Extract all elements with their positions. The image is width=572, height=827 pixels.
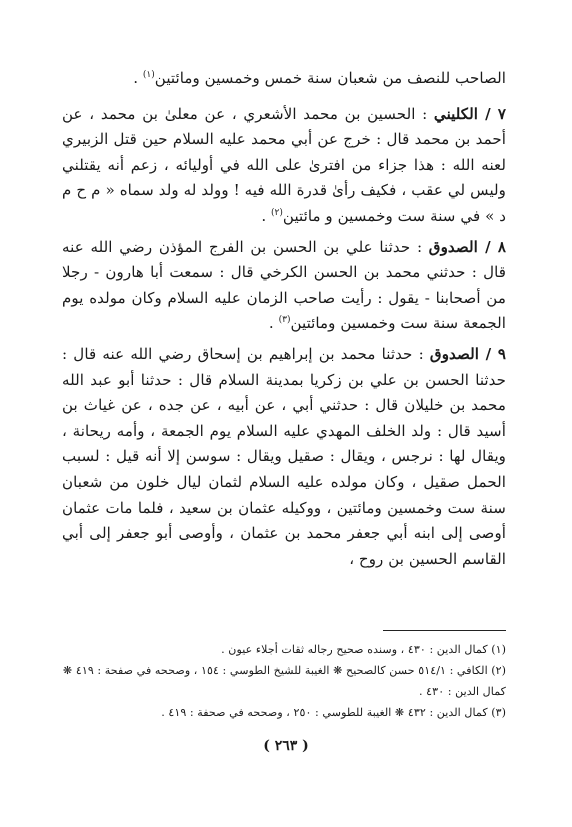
entry-number: ٨ / [477,237,506,256]
paragraph-text: : حدثنا محمد بن إبراهيم بن إسحاق رضي الله عنه قال : حدثنا الحسن بن علي بن زكريا بمدينة السلام قال : حدثنا أبو عبد الله محمد بن خليلان قال : حدثني أبي ، عن أبيه ، عن جده ، عن غياث بن أسيد قال : ولد الخلف المهدي عليه السلام يوم الجمعة ، وأمه ريحانة ، ويقال لها : نرجس ، ويقال : صقيل ويقال : سوسن إلا أنه قيل : لسبب الحمل صقيل ، وكان مولده عليه السلام لثمان ليال خلون من شعبان سنة ست وخمسين ومائتين ، ووكيله عثمان بن سعيد ، فلما مات عثمان أوصى إلى ابنه أبي جعفر محمد بن عثمان ، وأوصى أبو جعفر إلى أبي القاسم الحسين بن روح ، [62,344,506,568]
paragraph-tail: . [261,206,272,225]
footnote-3: (٣) كمال الدين : ٤٣٢ ❋ الغيبة للطوسي : ٢٥٠ ، وصححه في صحفة : ٤١٩ . [161,706,506,719]
entry-source: الصدوق [428,237,478,256]
footnote-divider [383,630,506,631]
entry-number: ٧ / [478,104,506,123]
paragraph-text: : الحسين بن محمد الأشعري ، عن معلىٰ بن محمد ، عن أحمد بن محمد قال : خرج عن أبي محمد عليه السلام حين قتل الزبيري لعنه الله : هذا جزاء من افترىٰ على الله في أوليائه ، زعم أنه يقتلني وليس لي عقب ، فكيف رأىٰ قدرة الله فيه ! وولد له ولد سماه « م ح م د » في سنة ست وخمسين و مائتين [62,104,506,225]
footnote-ref[interactable]: (١) [142,69,155,80]
paragraph-text: : حدثنا علي بن الحسن بن الفرج المؤذن رضي الله عنه قال : حدثني محمد بن الحسن الكرخي قال : سمعت أبا هارون - رجلا من أصحابنا - يقول : رأيت صاحب الزمان عليه السلام وكان مولده يوم الجمعة سنة ست وخمسين ومائتين [62,237,506,333]
entry-number: ٩ / [479,344,506,363]
hadith-entry-9 [62,342,506,572]
footnote-ref[interactable]: (٢) [271,207,283,218]
paragraph-tail: . [133,69,143,87]
footnote-2-continuation: كمال الدين : ٤٣٠ . [419,685,506,698]
entry-source: الصدوق [429,344,480,363]
footnotes [62,640,506,724]
footnote-2: (٢) الكافي : ٥١٤/١ حسن كالصحيح ❋ الغيبة للشيخ الطوسي : ١٥٤ ، وصححه في صفحة : ٤١٩ ❋ [62,664,506,677]
hadith-entry-7 [62,102,506,230]
hadith-entry-8 [62,235,506,337]
footnote-ref[interactable]: (٣) [278,315,291,326]
page-number: ( ٢٦٣ ) [263,738,309,754]
entry-source: الكليني [433,104,478,123]
body-text [62,66,506,577]
paragraph-text: الصاحب للنصف من شعبان سنة خمس وخمسين ومائتين [154,69,506,87]
footnote-1: (١) كمال الدين : ٤٣٠ ، وسنده صحيح رجاله ثقات أجلاء عيون . [221,643,506,656]
paragraph-continuation [62,66,506,92]
paragraph-tail: . [268,314,279,333]
